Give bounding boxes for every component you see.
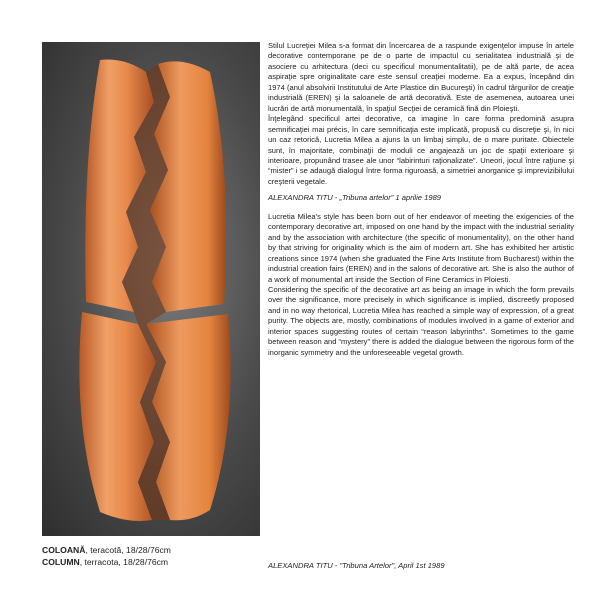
caption-details-ro: , teracotă, 18/28/76cm <box>85 545 171 555</box>
terracotta-column-image <box>42 42 260 536</box>
caption-english <box>42 557 272 568</box>
caption-details-en: , terracota, 18/28/76cm <box>79 557 169 567</box>
ro-paragraph-2: Înţelegând specificul artei decorative, ca imagine în care forma predomină asupra semnificaţiei mai précis, în care semnificaţia este implicată, propusă cu discreţie şi, în nici un caz retorică, Lucretia Milea a ajuns la un limbaj simplu, de o mare puritate. Obiectele sunt, în majoritate, combinaţii de moduli ce angajează un joc de spaţii exterioare şi interioare, propunând trasee ale unor “labirinturi raţionalizate”. Uneori, jocul între raţiune şi “mister” i se adaugă dialogul între forma riguroasă, a simetriei anorganice şi imprevizibilului creşterii vegetale. <box>268 114 574 186</box>
caption-title-en: COLUMN <box>42 557 80 567</box>
text-column <box>268 41 574 358</box>
ro-signature: ALEXANDRA TITU - „Tribuna artelor” 1 aprilie 1989 <box>268 193 442 203</box>
en-paragraph-2: Considering the specific of the decorative art as being an image in which the form prevails over the significance, more precisely in which significance is implied, discreetly proposed and in no way rhetorical, Lucretia Milea has reached a simple way of expression, of a great purity. The objects are, mostly, combinations of modules involved in a game of exterior and interior spaces suggesting routes of certain “reason labyrinths”. Sometimes to the game between reason and “mystery” there is added the dialogue between the rigorous form of the inorganic symmetry and the unforeseeable vegetal growth. <box>268 284 574 357</box>
caption-title-ro: COLOANĂ <box>42 545 86 555</box>
caption-romanian <box>42 545 272 556</box>
en-paragraph-1: Lucretia Milea's style has been born out of her endeavor of meeting the exigencies of the contemporary decorative art, imposed on one hand by the impact with the industrial seriality and by the association with architecture (the specific of monumentality), on the other hand by that striving for originality which is the aim of modern art. She has exhibited her artistic creations since 1974 (when she graduated the Fine Arts Institute from Bucharest) within the industrial creation fairs (EREN) and in the salons of decorative art. She is also the author of a work of monumental art inside the Section of Fine Ceramics in Ploiesti. <box>268 211 574 284</box>
en-signature: ALEXANDRA TITU - "Tribuna Artelor", April 1st 1989 <box>268 560 445 570</box>
ro-paragraph-1: Stilul Lucreţiei Milea s-a format din încercarea de a raspunde exigenţelor impuse în artele decorative contemporane pe de o parte de impactul cu serialitatea industrială şi de asociere cu arhitectura (deci cu specificul monumentalitatii), pe de altă parte, de acea aspiraţie spre originalitate care este sensul creaţiei moderne. Ea a expus, începând din 1974 (anul absolvirii Institutului de Arte Plastice din Bucureşti) în cadrul târgurilor de creaţie industrială (EREN) şi la saloanele de artă decorativă. Este de asemenea, autoarea unei lucrări de artă monumentală, în spaţiul Secţiei de ceramică fină din Ploieşti. <box>268 41 574 113</box>
artwork-photo <box>42 42 260 536</box>
